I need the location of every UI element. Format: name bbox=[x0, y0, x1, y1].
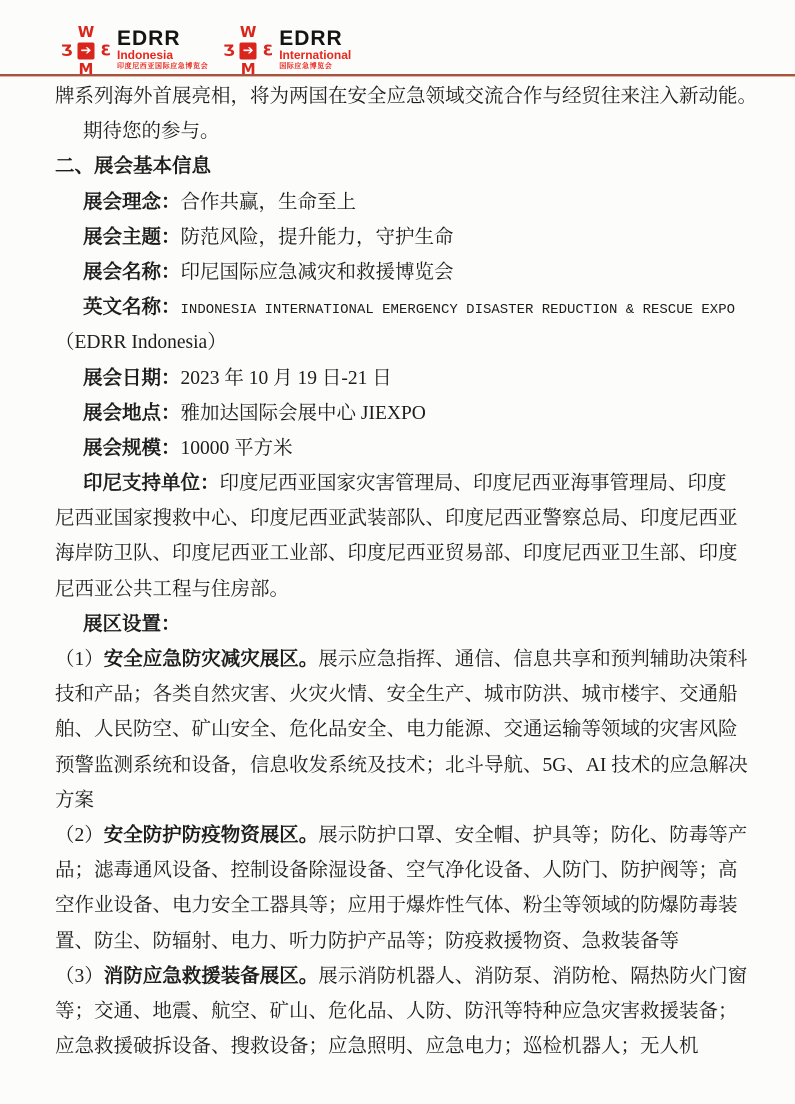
document-line bbox=[55, 220, 760, 255]
document-line bbox=[55, 361, 760, 396]
logo-region: International bbox=[279, 48, 352, 62]
body-text: 尼西亚公共工程与住房部。 bbox=[55, 578, 290, 600]
body-text: （EDRR Indonesia） bbox=[55, 332, 227, 354]
emphasis-text: 展会主题： bbox=[83, 226, 181, 248]
document-line bbox=[55, 677, 760, 712]
emblem-glyph: M bbox=[78, 60, 94, 78]
edrr-emblem-icon bbox=[223, 23, 274, 78]
document-line bbox=[55, 466, 760, 501]
document-body bbox=[55, 79, 760, 1064]
emphasis-text: 展区设置： bbox=[83, 613, 181, 635]
body-text: 预警监测系统和设备，信息收发系统及技术；北斗导航、5G、AI 技术的应急解决 bbox=[55, 754, 748, 776]
emphasis-text: 消防应急救援装备展区。 bbox=[103, 965, 319, 987]
emblem-center bbox=[240, 43, 257, 60]
emphasis-text: 展会规模： bbox=[83, 437, 181, 459]
logo-subtitle: 国际应急博览会 bbox=[279, 63, 333, 70]
body-text: 尼西亚国家搜救中心、印度尼西亚武装部队、印度尼西亚警察总局、印度尼西亚 bbox=[55, 508, 738, 530]
document-line bbox=[55, 431, 760, 466]
body-text: 印度尼西亚国家灾害管理局、印度尼西亚海事管理局、印度 bbox=[219, 473, 727, 495]
emblem-glyph: M bbox=[240, 60, 256, 78]
logo-edrr-indonesia bbox=[61, 23, 209, 78]
logo-name: EDRR bbox=[117, 27, 181, 50]
document-line bbox=[55, 255, 760, 290]
document-line bbox=[55, 185, 760, 220]
document-line bbox=[55, 325, 760, 360]
document-line bbox=[55, 501, 760, 536]
edrr-emblem-icon bbox=[61, 23, 111, 78]
document-line bbox=[55, 994, 760, 1029]
header bbox=[0, 0, 795, 76]
body-text: 2023 年 10 月 19 日-21 日 bbox=[180, 367, 392, 389]
document-line bbox=[55, 642, 760, 677]
body-text: INDONESIA INTERNATIONAL EMERGENCY DISASTER REDUCTION & RESCUE EXPO bbox=[180, 302, 736, 319]
logo-name: EDRR bbox=[279, 27, 343, 50]
body-text: 品；滤毒通风设备、控制设备除湿设备、空气净化设备、人防门、防护阀等；高 bbox=[55, 860, 738, 882]
body-text: 印尼国际应急减灾和救援博览会 bbox=[180, 261, 454, 283]
logo-text bbox=[117, 27, 208, 71]
logo-region: Indonesia bbox=[117, 48, 174, 62]
emphasis-text: 展会名称： bbox=[83, 261, 181, 283]
document-line bbox=[55, 396, 760, 431]
document-line bbox=[55, 149, 760, 184]
header-divider bbox=[0, 74, 795, 77]
emblem-glyph: Ɛ bbox=[262, 41, 274, 60]
emblem-center bbox=[78, 43, 95, 60]
logo-subtitle: 印度尼西亚国际应急博览会 bbox=[117, 63, 209, 70]
document-line bbox=[55, 888, 760, 923]
document-line bbox=[55, 290, 760, 325]
emphasis-text: 安全应急防灾减灾展区。 bbox=[103, 649, 319, 670]
emblem-glyph: W bbox=[77, 23, 95, 41]
body-text: 期待您的参与。 bbox=[83, 121, 220, 143]
document-line bbox=[55, 79, 760, 114]
body-text: 等；交通、地震、航空、矿山、危化品、人防、防汛等特种应急灾害救援装备； bbox=[55, 1000, 738, 1022]
emphasis-text: 印尼支持单位： bbox=[83, 473, 220, 495]
emphasis-text: 展会日期： bbox=[83, 367, 181, 389]
document-line bbox=[55, 783, 760, 818]
document-line bbox=[55, 1029, 760, 1064]
arrow-right-icon: ➔ bbox=[242, 43, 254, 59]
arrow-right-icon: ➔ bbox=[80, 43, 92, 59]
document-line bbox=[55, 572, 760, 607]
document-line bbox=[55, 114, 760, 149]
document-line bbox=[55, 748, 760, 783]
document-line bbox=[55, 853, 760, 888]
document-line bbox=[55, 959, 760, 994]
emphasis-text: 二、展会基本信息 bbox=[55, 156, 212, 178]
body-text: 展示应急指挥、通信、信息共享和预判辅助决策科 bbox=[318, 649, 748, 670]
logo-edrr-international bbox=[223, 23, 352, 78]
body-text: 展示消防机器人、消防泵、消防枪、隔热防火门窗 bbox=[318, 965, 748, 987]
emblem-glyph: W bbox=[239, 23, 257, 41]
document-line bbox=[55, 712, 760, 747]
logo-row bbox=[61, 23, 352, 78]
emblem-glyph: Ɛ bbox=[100, 41, 111, 60]
logo-text bbox=[279, 27, 351, 71]
body-text: 应急救援破拆设备、搜救设备；应急照明、应急电力；巡检机器人；无人机 bbox=[55, 1036, 699, 1058]
body-text: 合作共赢，生命至上 bbox=[180, 191, 357, 213]
document-line bbox=[55, 536, 760, 571]
body-text: 海岸防卫队、印度尼西亚工业部、印度尼西亚贸易部、印度尼西亚卫生部、印度 bbox=[55, 543, 738, 565]
emblem-glyph: Ʒ bbox=[61, 41, 73, 60]
body-text: 防范风险，提升能力，守护生命 bbox=[180, 226, 454, 248]
body-text: 方案 bbox=[55, 789, 95, 811]
document-line bbox=[55, 607, 760, 642]
body-text: 展示防护口罩、安全帽、护具等；防化、防毒等产 bbox=[318, 824, 748, 846]
emphasis-text: 安全防护防疫物资展区。 bbox=[103, 824, 319, 846]
body-text: 置、防尘、防辐射、电力、听力防护产品等；防疫救援物资、急救装备等 bbox=[55, 930, 680, 952]
body-text: 技和产品；各类自然灾害、火灾火情、安全生产、城市防洪、城市楼宇、交通船 bbox=[55, 684, 738, 706]
emblem-glyph: Ʒ bbox=[223, 41, 235, 60]
emphasis-text: 展会地点： bbox=[83, 402, 181, 424]
body-text: 雅加达国际会展中心 JIEXPO bbox=[180, 402, 426, 424]
body-text: 舶、人民防空、矿山安全、危化品安全、电力能源、交通运输等领域的灾害风险 bbox=[55, 719, 738, 741]
body-text: 10000 平方米 bbox=[180, 437, 293, 459]
document-line bbox=[55, 924, 760, 959]
body-text: （1） bbox=[55, 649, 104, 670]
body-text: （3） bbox=[55, 965, 104, 987]
body-text: （2） bbox=[55, 824, 104, 846]
emphasis-text: 展会理念： bbox=[83, 191, 181, 213]
document-line bbox=[55, 818, 760, 853]
body-text: 空作业设备、电力安全工器具等；应用于爆炸性气体、粉尘等领域的防爆防毒装 bbox=[55, 895, 738, 917]
emphasis-text: 英文名称： bbox=[83, 297, 181, 319]
body-text: 牌系列海外首展亮相，将为两国在安全应急领域交流合作与经贸往来注入新动能。 bbox=[55, 86, 758, 107]
